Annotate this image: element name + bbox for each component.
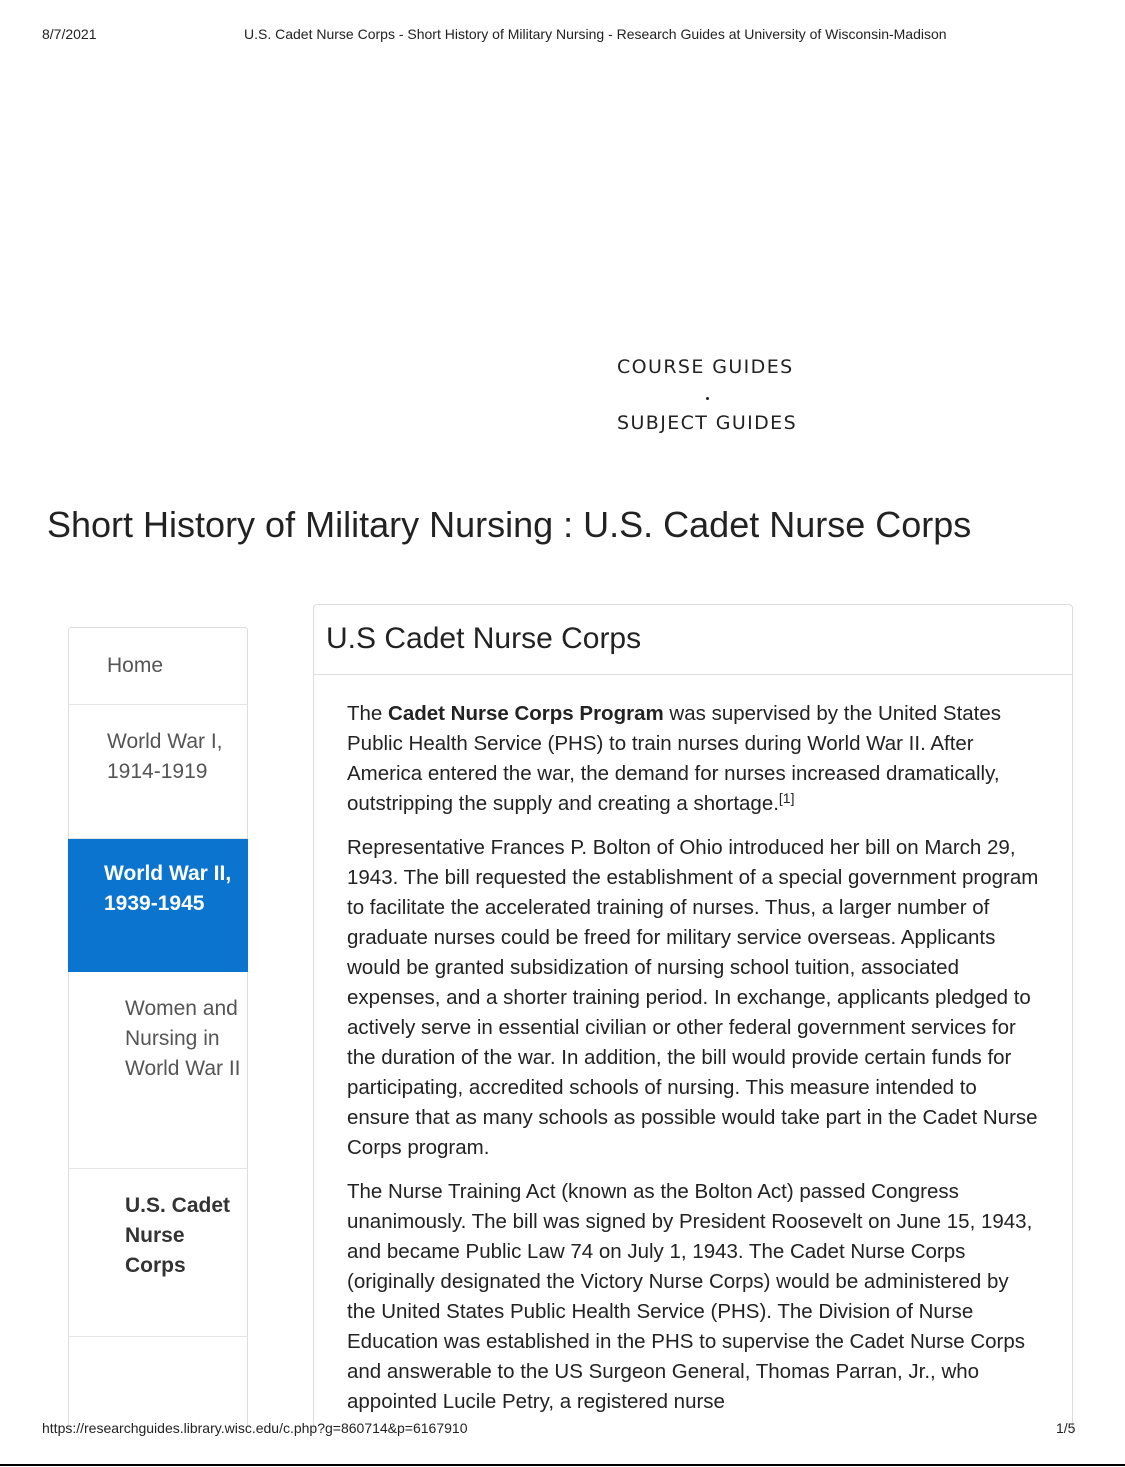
content-box — [313, 604, 1076, 1436]
paragraph-1 — [347, 699, 1042, 819]
nav-subitem-us-cadet-nurse-corps[interactable]: U.S. Cadet Nurse Corps — [69, 1169, 247, 1337]
nav-item-world-war-2[interactable]: World War II, 1939-1945 — [68, 839, 248, 972]
content-box-heading: U.S Cadet Nurse Corps — [314, 605, 1072, 675]
print-document-title: U.S. Cadet Nurse Corps - Short History of Military Nursing - Research Guides at University of Wisconsin-Madison — [244, 26, 947, 42]
nav-item-home[interactable]: Home — [69, 628, 247, 705]
content-box-body — [314, 675, 1072, 1417]
paragraph-1-text: was supervised by the United States Public Health Service (PHS) to train nurses during World War II. After America entered the war, the demand for nurses increased dramatically, outstripping the supply and creating a shortage. — [347, 702, 1002, 815]
print-page-number: 1/5 — [1056, 1420, 1076, 1436]
paragraph-3: The Nurse Training Act (known as the Bolton Act) passed Congress unanimously. The bill was signed by President Roosevelt on June 15, 1943, and became Public Law 74 on July 1, 1943. The Cadet Nurse Corps (originally designated the Victory Nurse Corps) would be administered by the United States Public Health Service (PHS). The Division of Nurse Education was established in the PHS to supervise the Cadet Nurse Corps and answerable to the US Surgeon General, Thomas Parran, Jr., who appointed Lucile Petry, a registered nurse — [347, 1180, 1033, 1413]
paragraph-2: Representative Frances P. Bolton of Ohio introduced her bill on March 29, 1943. The bill requested the establishment of a special government program to facilitate the accelerated training of nurses. Thus, a larger number of graduate nurses could be freed for military service overseas. Applicants would be granted subsidization of nursing school tuition, associated expenses, and a shorter training period. In exchange, applicants pledged to actively serve in essential civilian or other federal government services for the duration of the war. In addition, the bill would provide certain funds for participating, accredited schools of nursing. This measure intended to ensure that as many schools as possible would take part in the Cadet Nurse Corps program. — [347, 836, 1039, 1159]
course-guides-link[interactable]: COURSE GUIDES — [617, 356, 794, 378]
subject-guides-link[interactable]: SUBJECT GUIDES — [617, 412, 798, 434]
nav-subitem-women-nursing-ww2[interactable]: Women and Nursing in World War II — [69, 972, 247, 1169]
program-name: Cadet Nurse Corps Program — [388, 702, 664, 725]
print-date: 8/7/2021 — [42, 26, 97, 42]
nav-item-world-war-1[interactable]: World War I, 1914-1919 — [69, 705, 247, 839]
paragraph-1-intro: The — [347, 702, 389, 725]
page-title: Short History of Military Nursing : U.S. Cadet Nurse Corps — [47, 504, 972, 545]
page-bottom-rule — [0, 1464, 1125, 1466]
separator-dot — [706, 397, 709, 400]
footnote-link[interactable]: [1] — [778, 790, 795, 806]
print-url: https://researchguides.library.wisc.edu/c.php?g=860714&p=6167910 — [42, 1420, 468, 1436]
guide-links — [617, 355, 797, 467]
guide-side-nav — [68, 627, 248, 1427]
